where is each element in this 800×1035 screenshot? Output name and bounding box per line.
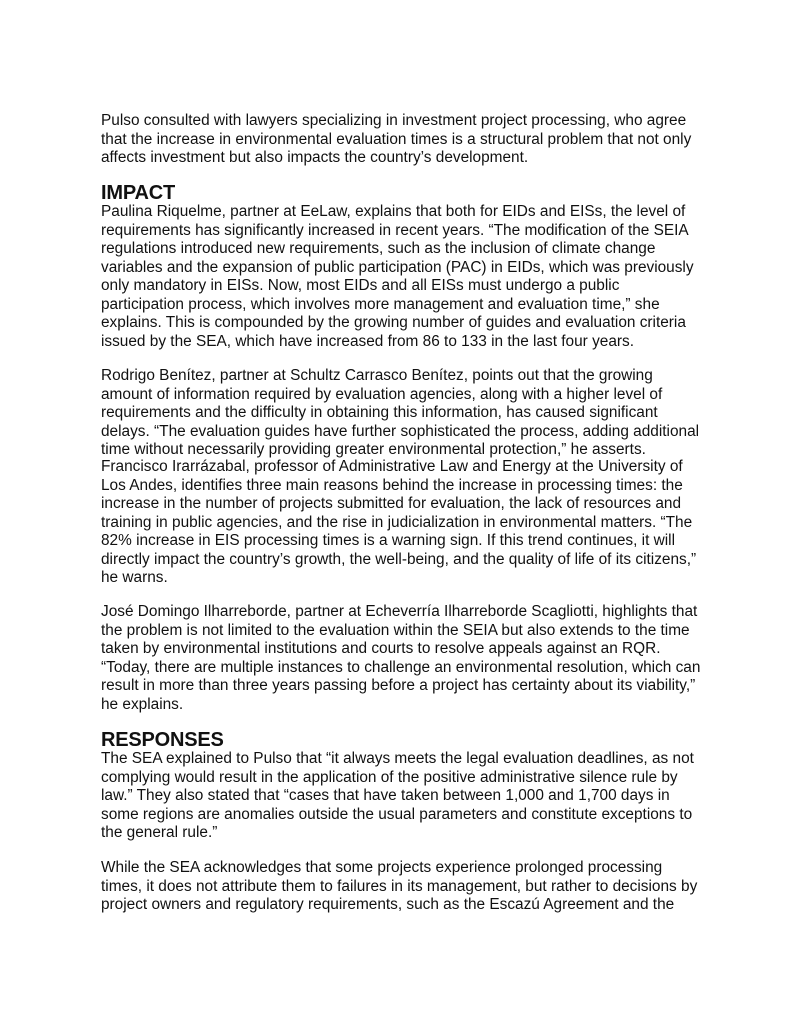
text-line: Los Andes, identifies three main reasons behind the increase in processing times: the: [101, 476, 683, 494]
section-heading-responses: RESPONSES: [101, 729, 224, 751]
text-line: delays. “The evaluation guides have further sophisticated the process, adding additional: [101, 422, 700, 440]
text-line: regulations introduced new requirements, such as the inclusion of climate change: [101, 240, 656, 257]
text-line: Pulso consulted with lawyers specializing in investment project processing, who agree: [101, 112, 687, 129]
paragraph-irarrazabal: [101, 458, 696, 588]
text-line: issued by the SEA, which have increased from 86 to 133 in the last four years.: [101, 332, 634, 350]
text-line: “Today, there are multiple instances to challenge an environmental resolution, which can: [101, 658, 701, 676]
text-line: amount of information required by evaluation agencies, along with a higher level of: [101, 385, 663, 403]
text-line: requirements and the difficulty in obtaining this information, has caused significant: [101, 404, 658, 421]
text-line: only mandatory in EISs. Now, most EIDs and all EISs must undergo a public: [101, 277, 620, 294]
text-line: explains. This is compounded by the growing number of guides and evaluation criteria: [101, 314, 686, 331]
text-line: project owners and regulatory requirements, such as the Escazú Agreement and the: [101, 896, 675, 913]
paragraph-ilharreborde: [101, 603, 700, 714]
text-line: participation process, which involves more management and evaluation time,” she: [101, 295, 660, 313]
text-line: requirements has significantly increased in recent years. “The modification of the SEIA: [101, 221, 689, 239]
paragraph-sea-response: [101, 750, 694, 843]
text-line: affects investment but also impacts the country’s development.: [101, 149, 529, 166]
paragraph-riquelme: [101, 203, 694, 351]
text-line: time without necessarily providing greater environmental protection,” he asserts.: [101, 441, 646, 458]
text-line: times, it does not attribute them to failures in its management, but rather to decisions by: [101, 877, 698, 895]
text-line: Francisco Irarrázabal, professor of Administrative Law and Energy at the University of: [101, 458, 683, 475]
paragraph-benitez: [101, 367, 699, 460]
text-line: Rodrigo Benítez, partner at Schultz Carrasco Benítez, points out that the growing: [101, 367, 653, 384]
paragraph-sea-acknowledges: [101, 859, 697, 915]
text-line: the general rule.”: [101, 824, 218, 841]
text-line: The SEA explained to Pulso that “it always meets the legal evaluation deadlines, as not: [101, 750, 694, 767]
section-heading-impact: IMPACT: [101, 182, 175, 204]
text-line: result in more than three years passing before a project has certainty about its viability,”: [101, 677, 696, 694]
text-line: the problem is not limited to the evaluation within the SEIA but also extends to the time: [101, 621, 690, 639]
text-line: that the increase in environmental evaluation times is a structural problem that not only: [101, 130, 692, 148]
text-line: 82% increase in EIS processing times is a warning sign. If this trend continues, it will: [101, 532, 675, 549]
text-line: While the SEA acknowledges that some projects experience prolonged processing: [101, 859, 663, 876]
intro-paragraph: [101, 112, 691, 168]
text-line: complying would result in the application of the positive administrative silence rule by: [101, 768, 678, 786]
text-line: variables and the expansion of public participation (PAC) in EIDs, which was previously: [101, 258, 694, 276]
text-line: José Domingo Ilharreborde, partner at Echeverría Ilharreborde Scagliotti, highlights that: [101, 603, 698, 620]
text-line: some regions are anomalies outside the usual parameters and constitute exceptions to: [101, 805, 693, 823]
text-line: law.” They also stated that “cases that have taken between 1,000 and 1,700 days in: [101, 787, 670, 804]
text-line: taken by environmental institutions and courts to resolve appeals against an RQR.: [101, 640, 661, 657]
text-line: increase in the number of projects submitted for evaluation, the lack of resources and: [101, 495, 682, 512]
text-line: training in public agencies, and the rise in judicialization in environmental matters. “The: [101, 513, 693, 531]
text-line: he warns.: [101, 569, 168, 586]
text-line: directly impact the country’s growth, the well-being, and the quality of life of its citizens,”: [101, 550, 697, 568]
text-line: Paulina Riquelme, partner at EeLaw, explains that both for EIDs and EISs, the level of: [101, 203, 686, 220]
text-line: he explains.: [101, 695, 184, 713]
